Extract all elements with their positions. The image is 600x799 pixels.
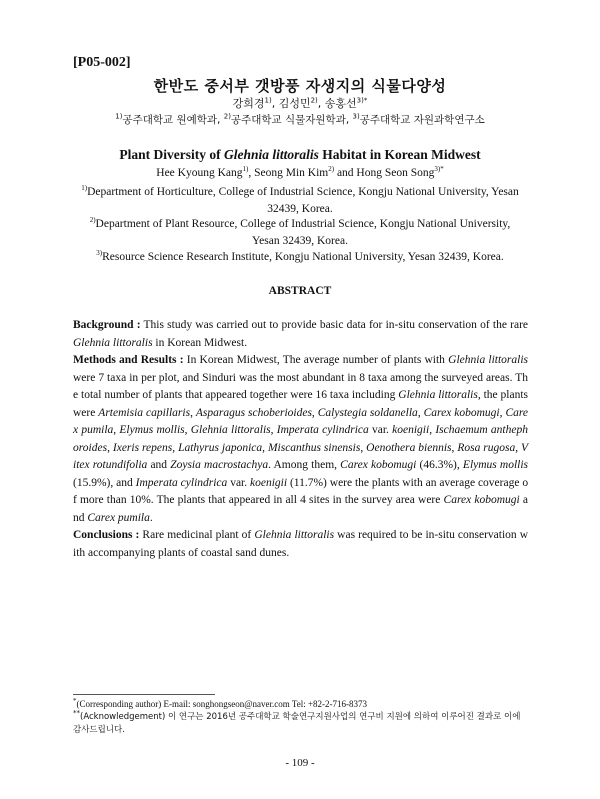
affil-2-line-2: Yesan 32439, Korea. bbox=[252, 235, 348, 247]
species-name: koenigii bbox=[250, 476, 288, 489]
korean-authors: 강희경$^{1)}$, 김성민$^{2)}$, 송홍선$^{3)*}$ bbox=[232, 96, 368, 110]
coverage-elymus: (15.9%), and bbox=[73, 476, 133, 489]
english-author-2: Seong Min Kim bbox=[254, 167, 329, 179]
species-name: Artemisia capillaris bbox=[98, 406, 191, 419]
methods-text-4: . Among them, bbox=[268, 459, 338, 471]
english-author-3: and Hong Seon Song bbox=[336, 167, 435, 179]
abstract-code: [P05-002] bbox=[73, 55, 131, 70]
korean-affil-1: 공주대학교 원예학과, bbox=[122, 114, 221, 126]
species-name: Calystegia soldanella bbox=[317, 406, 418, 419]
species-name: Glehnia littoralis bbox=[190, 424, 271, 436]
species-name: Ischaemum anthephoroides bbox=[73, 424, 528, 454]
species-name: Imperata cylindrica bbox=[135, 476, 228, 489]
species-name: Carex kobomugi bbox=[423, 406, 500, 419]
affil-1-line-2: 32439, Korea. bbox=[267, 203, 333, 215]
affil-2-line-1: Department of Plant Resource, College of Industrial Science, Kongju National University, bbox=[95, 218, 511, 230]
var-word: var. bbox=[371, 424, 389, 436]
species-name: Lathyrus japonica bbox=[178, 441, 263, 454]
background-label: Background : bbox=[73, 319, 141, 331]
species-name: Vitex rotundifolia bbox=[73, 441, 529, 471]
page-number: - 109 - bbox=[285, 757, 315, 769]
korean-author-2: 김성민 bbox=[278, 97, 311, 110]
species-name: Glehnia littoralis bbox=[254, 529, 335, 541]
affil-1-line-1: Department of Horticulture, College of Industrial Science, Kongju National University, Yesan bbox=[87, 186, 519, 198]
korean-author-1: 강희경 bbox=[232, 97, 265, 110]
footnote-rule bbox=[73, 694, 215, 695]
species-name: Carex pumila bbox=[87, 511, 150, 524]
footnote-acknowledgement: **(Acknowledgement) 이 연구는 2016년 공주대학교 학술연구지원사업의 연구비 지원에 의하여 이루어진 결과로 이에 감사드립니다. bbox=[73, 709, 521, 735]
footnotes bbox=[73, 698, 530, 737]
species-name: Miscanthus sinensis bbox=[267, 441, 361, 454]
and-word: and bbox=[73, 494, 528, 524]
species-name: koenigii bbox=[392, 424, 430, 436]
species-name: Asparagus schoberioides bbox=[195, 406, 312, 419]
footnote-2-text: (Acknowledgement) 이 연구는 2016년 공주대학교 학술연구지원사업의 연구비 지원에 의하여 이루어진 결과로 이에 감사드립니다. bbox=[73, 712, 521, 735]
background-species: Glehnia littoralis bbox=[73, 336, 153, 349]
english-authors: Hee Kyoung Kang$^{1)}$, Seong Min Kim$^{2)}$ and Hong Seon Song$^{3)*}$ bbox=[156, 165, 444, 179]
abstract-heading: ABSTRACT bbox=[268, 285, 332, 297]
conclusions-text-1: Rare medicinal plant of bbox=[142, 529, 252, 541]
species-name: Carex kobomugi bbox=[443, 494, 520, 506]
abstract-body bbox=[73, 317, 528, 562]
species-name: Rosa rugosa bbox=[457, 441, 516, 454]
species-name: Zoysia macrostachya bbox=[170, 459, 269, 471]
species-name: Imperata cylindrica bbox=[276, 424, 369, 436]
species-name: Carex kobomugi bbox=[340, 459, 417, 471]
english-author-1: Hee Kyoung Kang bbox=[156, 167, 243, 179]
methods-text-2: were 7 taxa in per plot, and Sinduri was the most abundant in 8 taxa among the surveyed areas. The total number of plants that appeared together were 16 taxa including bbox=[73, 371, 528, 401]
species-name: Ixeris repens bbox=[112, 441, 173, 454]
conclusions-label: Conclusions : bbox=[73, 529, 140, 541]
korean-affiliations: $^{1)}$공주대학교 원예학과, $^{2)}$공주대학교 식물자원학과, $^{3)}$공주대학교 자원과학연구소 bbox=[115, 112, 485, 126]
methods-text-3: , the plants were bbox=[73, 389, 529, 419]
species-name: Carex pumila bbox=[73, 406, 529, 436]
affil-3-line-1: Resource Science Research Institute, Kongju National University, Yesan 32439, Korea. bbox=[102, 251, 504, 263]
affiliation-1: $^{1)}$Department of Horticulture, College of Industrial Science, Kongju National University, Yesan 32439, Korea. bbox=[81, 184, 519, 215]
affiliation-3: $^{3)}$Resource Science Research Institute, Kongju National University, Yesan 32439, Korea. bbox=[96, 249, 504, 263]
coverage-kobomugi: (46.3%), bbox=[419, 459, 460, 471]
title-suffix: Habitat in Korean Midwest bbox=[322, 147, 481, 162]
coverage-imperata: (11.7%) were the plants with an average coverage of more than 10%. The plants that appeared in all 4 sites in the survey area were bbox=[73, 476, 529, 506]
korean-affil-2: 공주대학교 식물자원학과, bbox=[230, 114, 350, 126]
species-name: Elymus mollis bbox=[119, 424, 185, 436]
english-title bbox=[0, 147, 600, 163]
end-dot: . bbox=[149, 511, 153, 524]
affiliation-2: $^{2)}$Department of Plant Resource, College of Industrial Science, Kongju National University, Yesan 32439, Korea. bbox=[89, 216, 511, 247]
title-prefix: Plant Diversity of bbox=[119, 147, 221, 162]
methods-label: Methods and Results : bbox=[73, 354, 184, 366]
conclusions-paragraph bbox=[73, 527, 528, 562]
species-name: Oenothera biennis bbox=[366, 441, 452, 454]
korean-title: 한반도 중서부 갯방풍 자생지의 식물다양성 bbox=[153, 77, 447, 95]
background-text: This study was carried out to provide basic data for in-situ conservation of the rare bbox=[143, 319, 528, 331]
species-name: Glehnia littoralis bbox=[398, 389, 478, 401]
background-end: in Korean Midwest. bbox=[155, 336, 248, 349]
korean-author-3: 송홍선 bbox=[324, 97, 357, 110]
methods-paragraph: Methods and Results : In Korean Midwest, The average number of plants with Glehnia littoralis were 7 taxa in per plot, and Sinduri was the most abundant in 8 taxa among the surveyed areas. The total number of plants that appeared together were 16 taxa including Glehnia littoralis, the plants were Artemisia capillaris, Asparagus schoberioides, Calystegia soldanella, Carex kobomugi, Carex pumila, Elymus mollis, Glehnia littoralis, Imperata cylindrica var. koenigii, Ischaemum anthephoroides, Ixeris repens, Lathyrus japonica, Miscanthus sinensis, Oenothera biennis, Rosa rugosa, Vitex rotundifolia and Zoysia macrostachya. Among them, Carex kobomugi (46.3%), Elymus mollis (15.9%), and Imperata cylindrica var. koenigii (11.7%) were the plants with an average coverage of more than 10%. The plants that appeared in all 4 sites in the survey area were Carex kobomugi and Carex pumila. bbox=[73, 354, 529, 524]
background-paragraph bbox=[73, 317, 528, 352]
and-word: and bbox=[150, 459, 168, 471]
footnote-1-text: (Corresponding author) E-mail: songhongseon@naver.com Tel: +82-2-716-8373 bbox=[76, 699, 368, 709]
footnote-corresponding: *(Corresponding author) E-mail: songhongseon@naver.com Tel: +82-2-716-8373 bbox=[73, 697, 368, 709]
var-word: var. bbox=[230, 476, 248, 489]
species-name: Glehnia littoralis bbox=[448, 354, 529, 366]
species-name: Elymus mollis bbox=[462, 459, 529, 471]
title-species: Glehnia littoralis bbox=[223, 147, 319, 162]
conclusions-text-2: was required to be in-situ conservation with accompanying plants of coastal sand dunes. bbox=[73, 529, 529, 559]
methods-text-1: In Korean Midwest, The average number of plants with bbox=[186, 354, 445, 366]
korean-affil-3: 공주대학교 자원과학연구소 bbox=[359, 114, 485, 126]
